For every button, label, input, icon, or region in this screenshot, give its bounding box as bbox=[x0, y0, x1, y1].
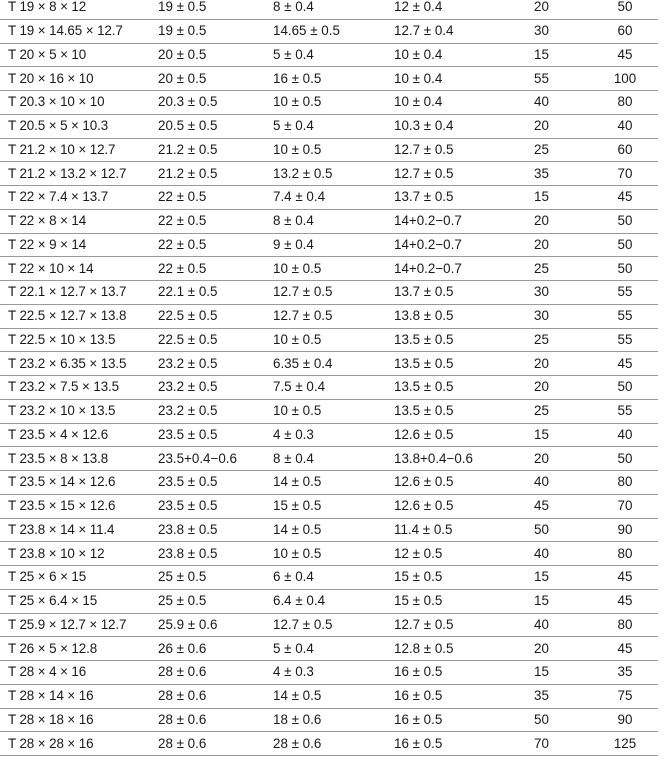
core-type-cell: T 22 × 10 × 14 bbox=[0, 257, 158, 281]
core-type-cell: T 22.5 × 12.7 × 13.8 bbox=[0, 304, 158, 328]
value-b-cell: 45 bbox=[572, 186, 658, 210]
table-row bbox=[0, 376, 658, 400]
table-row bbox=[0, 637, 658, 661]
value-b-cell: 50 bbox=[572, 209, 658, 233]
inner-diameter-cell: 4 ± 0.3 bbox=[273, 423, 394, 447]
value-a-cell: 30 bbox=[511, 281, 572, 305]
core-type-cell: T 23.8 × 10 × 12 bbox=[0, 542, 158, 566]
inner-diameter-cell: 12.7 ± 0.5 bbox=[273, 613, 394, 637]
value-b-cell: 40 bbox=[572, 423, 658, 447]
value-b-cell: 125 bbox=[572, 732, 658, 756]
outer-diameter-cell: 23.2 ± 0.5 bbox=[158, 376, 273, 400]
outer-diameter-cell: 19 ± 0.5 bbox=[158, 0, 273, 19]
value-b-cell: 90 bbox=[572, 708, 658, 732]
core-type-cell: T 22.1 × 12.7 × 13.7 bbox=[0, 281, 158, 305]
value-b-cell: 35 bbox=[572, 661, 658, 685]
height-cell: 10.3 ± 0.4 bbox=[394, 114, 511, 138]
outer-diameter-cell: 22.5 ± 0.5 bbox=[158, 328, 273, 352]
value-b-cell: 55 bbox=[572, 328, 658, 352]
value-b-cell: 55 bbox=[572, 399, 658, 423]
outer-diameter-cell: 23.8 ± 0.5 bbox=[158, 518, 273, 542]
table-row bbox=[0, 518, 658, 542]
core-type-cell: T 19 × 8 × 12 bbox=[0, 0, 158, 19]
inner-diameter-cell: 14 ± 0.5 bbox=[273, 684, 394, 708]
core-type-cell: T 23.2 × 6.35 × 13.5 bbox=[0, 352, 158, 376]
table-row bbox=[0, 186, 658, 210]
value-b-cell: 50 bbox=[572, 233, 658, 257]
outer-diameter-cell: 25 ± 0.5 bbox=[158, 566, 273, 590]
table-row bbox=[0, 162, 658, 186]
core-type-cell: T 28 × 28 × 16 bbox=[0, 732, 158, 756]
value-a-cell: 20 bbox=[511, 447, 572, 471]
outer-diameter-cell: 21.2 ± 0.5 bbox=[158, 162, 273, 186]
value-a-cell: 20 bbox=[511, 376, 572, 400]
core-type-cell: T 22 × 8 × 14 bbox=[0, 209, 158, 233]
inner-diameter-cell: 12.7 ± 0.5 bbox=[273, 304, 394, 328]
height-cell: 14+0.2−0.7 bbox=[394, 257, 511, 281]
outer-diameter-cell: 22 ± 0.5 bbox=[158, 233, 273, 257]
outer-diameter-cell: 23.8 ± 0.5 bbox=[158, 542, 273, 566]
table-row bbox=[0, 209, 658, 233]
table-row bbox=[0, 661, 658, 685]
outer-diameter-cell: 23.5+0.4−0.6 bbox=[158, 447, 273, 471]
inner-diameter-cell: 8 ± 0.4 bbox=[273, 209, 394, 233]
inner-diameter-cell: 14 ± 0.5 bbox=[273, 518, 394, 542]
outer-diameter-cell: 28 ± 0.6 bbox=[158, 684, 273, 708]
inner-diameter-cell: 4 ± 0.3 bbox=[273, 661, 394, 685]
height-cell: 13.5 ± 0.5 bbox=[394, 376, 511, 400]
inner-diameter-cell: 13.2 ± 0.5 bbox=[273, 162, 394, 186]
core-type-cell: T 21.2 × 13.2 × 12.7 bbox=[0, 162, 158, 186]
height-cell: 12.6 ± 0.5 bbox=[394, 471, 511, 495]
height-cell: 16 ± 0.5 bbox=[394, 732, 511, 756]
inner-diameter-cell: 15 ± 0.5 bbox=[273, 494, 394, 518]
inner-diameter-cell: 6.35 ± 0.4 bbox=[273, 352, 394, 376]
height-cell: 13.5 ± 0.5 bbox=[394, 352, 511, 376]
table-row bbox=[0, 257, 658, 281]
value-b-cell: 60 bbox=[572, 138, 658, 162]
value-b-cell: 50 bbox=[572, 447, 658, 471]
table-row bbox=[0, 708, 658, 732]
outer-diameter-cell: 23.5 ± 0.5 bbox=[158, 471, 273, 495]
value-a-cell: 15 bbox=[511, 186, 572, 210]
table-row bbox=[0, 138, 658, 162]
value-a-cell: 20 bbox=[511, 0, 572, 19]
value-b-cell: 80 bbox=[572, 91, 658, 115]
core-type-cell: T 25 × 6 × 15 bbox=[0, 566, 158, 590]
table-row bbox=[0, 447, 658, 471]
value-b-cell: 90 bbox=[572, 518, 658, 542]
inner-diameter-cell: 8 ± 0.4 bbox=[273, 0, 394, 19]
value-a-cell: 45 bbox=[511, 494, 572, 518]
table-row bbox=[0, 684, 658, 708]
height-cell: 12 ± 0.4 bbox=[394, 0, 511, 19]
height-cell: 12.6 ± 0.5 bbox=[394, 494, 511, 518]
value-b-cell: 80 bbox=[572, 613, 658, 637]
height-cell: 12.7 ± 0.5 bbox=[394, 613, 511, 637]
value-a-cell: 30 bbox=[511, 304, 572, 328]
core-type-cell: T 19 × 14.65 × 12.7 bbox=[0, 19, 158, 43]
value-b-cell: 55 bbox=[572, 304, 658, 328]
height-cell: 16 ± 0.5 bbox=[394, 708, 511, 732]
outer-diameter-cell: 21.2 ± 0.5 bbox=[158, 138, 273, 162]
core-type-cell: T 25 × 6.4 × 15 bbox=[0, 589, 158, 613]
value-b-cell: 45 bbox=[572, 566, 658, 590]
table-row bbox=[0, 328, 658, 352]
value-b-cell: 45 bbox=[572, 589, 658, 613]
value-b-cell: 45 bbox=[572, 43, 658, 67]
value-a-cell: 30 bbox=[511, 19, 572, 43]
inner-diameter-cell: 6 ± 0.4 bbox=[273, 566, 394, 590]
value-a-cell: 25 bbox=[511, 328, 572, 352]
core-type-cell: T 25.9 × 12.7 × 12.7 bbox=[0, 613, 158, 637]
value-b-cell: 80 bbox=[572, 471, 658, 495]
outer-diameter-cell: 28 ± 0.6 bbox=[158, 732, 273, 756]
inner-diameter-cell: 12.7 ± 0.5 bbox=[273, 281, 394, 305]
table-row bbox=[0, 281, 658, 305]
outer-diameter-cell: 26 ± 0.6 bbox=[158, 637, 273, 661]
core-type-cell: T 20 × 16 × 10 bbox=[0, 67, 158, 91]
height-cell: 12.6 ± 0.5 bbox=[394, 423, 511, 447]
value-a-cell: 35 bbox=[511, 162, 572, 186]
core-type-cell: T 22.5 × 10 × 13.5 bbox=[0, 328, 158, 352]
height-cell: 15 ± 0.5 bbox=[394, 566, 511, 590]
inner-diameter-cell: 10 ± 0.5 bbox=[273, 138, 394, 162]
value-a-cell: 40 bbox=[511, 91, 572, 115]
value-a-cell: 40 bbox=[511, 613, 572, 637]
value-a-cell: 20 bbox=[511, 233, 572, 257]
value-a-cell: 50 bbox=[511, 518, 572, 542]
table-row bbox=[0, 19, 658, 43]
value-a-cell: 35 bbox=[511, 684, 572, 708]
value-a-cell: 15 bbox=[511, 43, 572, 67]
inner-diameter-cell: 5 ± 0.4 bbox=[273, 637, 394, 661]
table-row bbox=[0, 43, 658, 67]
inner-diameter-cell: 14.65 ± 0.5 bbox=[273, 19, 394, 43]
inner-diameter-cell: 10 ± 0.5 bbox=[273, 328, 394, 352]
outer-diameter-cell: 23.5 ± 0.5 bbox=[158, 423, 273, 447]
table-row bbox=[0, 566, 658, 590]
core-type-cell: T 20 × 5 × 10 bbox=[0, 43, 158, 67]
value-b-cell: 50 bbox=[572, 257, 658, 281]
value-a-cell: 50 bbox=[511, 708, 572, 732]
inner-diameter-cell: 10 ± 0.5 bbox=[273, 399, 394, 423]
core-type-cell: T 23.5 × 14 × 12.6 bbox=[0, 471, 158, 495]
value-b-cell: 45 bbox=[572, 637, 658, 661]
outer-diameter-cell: 23.2 ± 0.5 bbox=[158, 352, 273, 376]
outer-diameter-cell: 19 ± 0.5 bbox=[158, 19, 273, 43]
outer-diameter-cell: 22.5 ± 0.5 bbox=[158, 304, 273, 328]
value-a-cell: 15 bbox=[511, 566, 572, 590]
value-b-cell: 50 bbox=[572, 376, 658, 400]
value-a-cell: 25 bbox=[511, 399, 572, 423]
table-row bbox=[0, 352, 658, 376]
inner-diameter-cell: 6.4 ± 0.4 bbox=[273, 589, 394, 613]
table-row bbox=[0, 0, 658, 19]
height-cell: 13.8 ± 0.5 bbox=[394, 304, 511, 328]
height-cell: 16 ± 0.5 bbox=[394, 684, 511, 708]
inner-diameter-cell: 9 ± 0.4 bbox=[273, 233, 394, 257]
table-row bbox=[0, 589, 658, 613]
inner-diameter-cell: 10 ± 0.5 bbox=[273, 542, 394, 566]
core-type-cell: T 22 × 9 × 14 bbox=[0, 233, 158, 257]
value-b-cell: 80 bbox=[572, 542, 658, 566]
value-a-cell: 15 bbox=[511, 589, 572, 613]
height-cell: 11.4 ± 0.5 bbox=[394, 518, 511, 542]
outer-diameter-cell: 20.3 ± 0.5 bbox=[158, 91, 273, 115]
height-cell: 13.8+0.4−0.6 bbox=[394, 447, 511, 471]
outer-diameter-cell: 25 ± 0.5 bbox=[158, 589, 273, 613]
value-b-cell: 40 bbox=[572, 114, 658, 138]
height-cell: 12.8 ± 0.5 bbox=[394, 637, 511, 661]
height-cell: 10 ± 0.4 bbox=[394, 67, 511, 91]
core-type-cell: T 26 × 5 × 12.8 bbox=[0, 637, 158, 661]
core-type-cell: T 20.3 × 10 × 10 bbox=[0, 91, 158, 115]
outer-diameter-cell: 28 ± 0.6 bbox=[158, 661, 273, 685]
height-cell: 12.7 ± 0.5 bbox=[394, 162, 511, 186]
value-a-cell: 40 bbox=[511, 471, 572, 495]
table-row bbox=[0, 542, 658, 566]
height-cell: 13.5 ± 0.5 bbox=[394, 328, 511, 352]
inner-diameter-cell: 5 ± 0.4 bbox=[273, 114, 394, 138]
inner-diameter-cell: 28 ± 0.6 bbox=[273, 732, 394, 756]
table-row bbox=[0, 613, 658, 637]
inner-diameter-cell: 7.5 ± 0.4 bbox=[273, 376, 394, 400]
table-row bbox=[0, 471, 658, 495]
core-type-cell: T 21.2 × 10 × 12.7 bbox=[0, 138, 158, 162]
value-a-cell: 20 bbox=[511, 352, 572, 376]
inner-diameter-cell: 18 ± 0.6 bbox=[273, 708, 394, 732]
inner-diameter-cell: 5 ± 0.4 bbox=[273, 43, 394, 67]
core-type-cell: T 23.5 × 8 × 13.8 bbox=[0, 447, 158, 471]
core-type-cell: T 28 × 4 × 16 bbox=[0, 661, 158, 685]
inner-diameter-cell: 10 ± 0.5 bbox=[273, 257, 394, 281]
outer-diameter-cell: 22 ± 0.5 bbox=[158, 209, 273, 233]
table-row bbox=[0, 732, 658, 756]
core-type-cell: T 23.5 × 15 × 12.6 bbox=[0, 494, 158, 518]
core-type-cell: T 28 × 18 × 16 bbox=[0, 708, 158, 732]
inner-diameter-cell: 7.4 ± 0.4 bbox=[273, 186, 394, 210]
height-cell: 16 ± 0.5 bbox=[394, 661, 511, 685]
value-a-cell: 15 bbox=[511, 423, 572, 447]
table-row bbox=[0, 233, 658, 257]
outer-diameter-cell: 23.2 ± 0.5 bbox=[158, 399, 273, 423]
core-type-cell: T 23.5 × 4 × 12.6 bbox=[0, 423, 158, 447]
value-b-cell: 75 bbox=[572, 684, 658, 708]
table-row bbox=[0, 494, 658, 518]
value-a-cell: 40 bbox=[511, 542, 572, 566]
height-cell: 12.7 ± 0.5 bbox=[394, 138, 511, 162]
height-cell: 13.7 ± 0.5 bbox=[394, 281, 511, 305]
outer-diameter-cell: 22 ± 0.5 bbox=[158, 186, 273, 210]
height-cell: 10 ± 0.4 bbox=[394, 91, 511, 115]
outer-diameter-cell: 23.5 ± 0.5 bbox=[158, 494, 273, 518]
outer-diameter-cell: 22 ± 0.5 bbox=[158, 257, 273, 281]
outer-diameter-cell: 20 ± 0.5 bbox=[158, 43, 273, 67]
value-a-cell: 55 bbox=[511, 67, 572, 91]
inner-diameter-cell: 8 ± 0.4 bbox=[273, 447, 394, 471]
height-cell: 13.7 ± 0.5 bbox=[394, 186, 511, 210]
core-type-cell: T 20.5 × 5 × 10.3 bbox=[0, 114, 158, 138]
outer-diameter-cell: 28 ± 0.6 bbox=[158, 708, 273, 732]
table-row bbox=[0, 114, 658, 138]
value-a-cell: 70 bbox=[511, 732, 572, 756]
height-cell: 12 ± 0.5 bbox=[394, 542, 511, 566]
value-b-cell: 70 bbox=[572, 494, 658, 518]
value-b-cell: 100 bbox=[572, 67, 658, 91]
value-a-cell: 25 bbox=[511, 138, 572, 162]
value-a-cell: 15 bbox=[511, 661, 572, 685]
core-type-cell: T 28 × 14 × 16 bbox=[0, 684, 158, 708]
outer-diameter-cell: 25.9 ± 0.6 bbox=[158, 613, 273, 637]
value-a-cell: 20 bbox=[511, 637, 572, 661]
inner-diameter-cell: 14 ± 0.5 bbox=[273, 471, 394, 495]
value-a-cell: 20 bbox=[511, 209, 572, 233]
value-b-cell: 60 bbox=[572, 19, 658, 43]
height-cell: 14+0.2−0.7 bbox=[394, 233, 511, 257]
value-b-cell: 55 bbox=[572, 281, 658, 305]
core-type-cell: T 22 × 7.4 × 13.7 bbox=[0, 186, 158, 210]
height-cell: 13.5 ± 0.5 bbox=[394, 399, 511, 423]
table-row bbox=[0, 304, 658, 328]
table-row bbox=[0, 399, 658, 423]
core-type-cell: T 23.2 × 10 × 13.5 bbox=[0, 399, 158, 423]
value-a-cell: 25 bbox=[511, 257, 572, 281]
height-cell: 14+0.2−0.7 bbox=[394, 209, 511, 233]
core-type-cell: T 23.2 × 7.5 × 13.5 bbox=[0, 376, 158, 400]
height-cell: 15 ± 0.5 bbox=[394, 589, 511, 613]
outer-diameter-cell: 22.1 ± 0.5 bbox=[158, 281, 273, 305]
table-row bbox=[0, 67, 658, 91]
height-cell: 12.7 ± 0.4 bbox=[394, 19, 511, 43]
outer-diameter-cell: 20 ± 0.5 bbox=[158, 67, 273, 91]
value-b-cell: 45 bbox=[572, 352, 658, 376]
inner-diameter-cell: 10 ± 0.5 bbox=[273, 91, 394, 115]
height-cell: 10 ± 0.4 bbox=[394, 43, 511, 67]
table-row bbox=[0, 91, 658, 115]
inner-diameter-cell: 16 ± 0.5 bbox=[273, 67, 394, 91]
table-row bbox=[0, 423, 658, 447]
value-b-cell: 50 bbox=[572, 0, 658, 19]
value-b-cell: 70 bbox=[572, 162, 658, 186]
outer-diameter-cell: 20.5 ± 0.5 bbox=[158, 114, 273, 138]
core-type-cell: T 23.8 × 14 × 11.4 bbox=[0, 518, 158, 542]
value-a-cell: 20 bbox=[511, 114, 572, 138]
